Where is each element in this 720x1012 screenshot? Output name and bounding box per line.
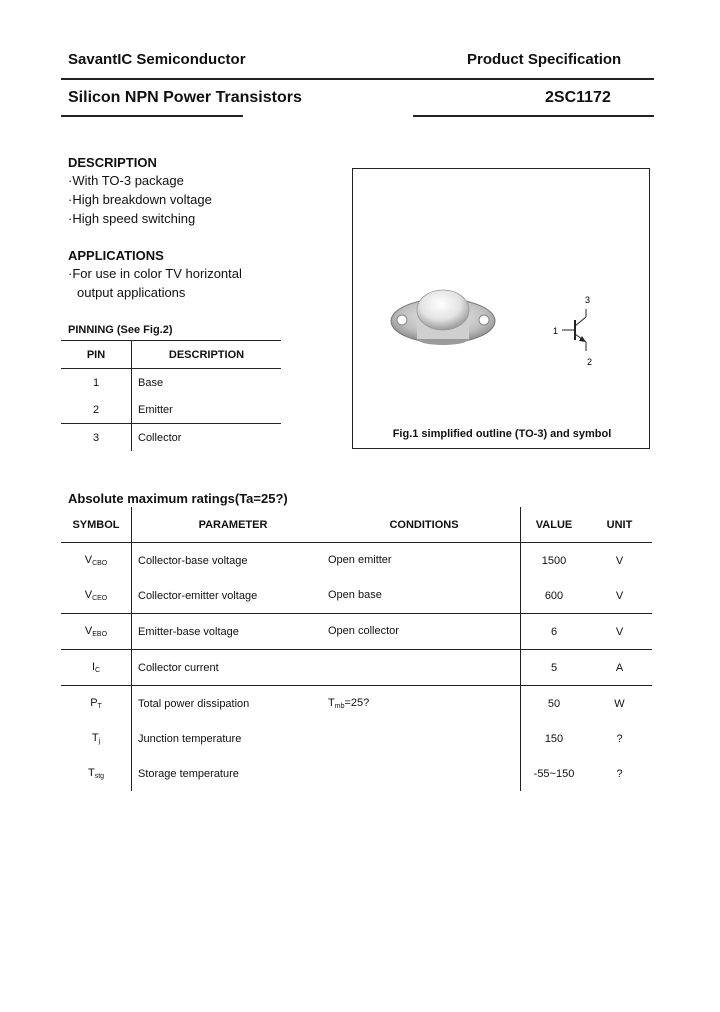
parameter-cell: Storage temperature [138,767,239,780]
conditions-cell [328,721,521,756]
conditions-cell [328,756,521,791]
application-item: ·For use in color TV horizontal [68,266,242,281]
parameter-cell: Emitter-base voltage [132,614,329,650]
value-header: VALUE [521,507,588,543]
company-name: SavantIC Semiconductor [68,51,246,68]
description-item: ·High breakdown voltage [68,192,212,207]
table-row [61,650,652,686]
figure-box [352,168,650,449]
table-row [61,614,652,650]
value-cell: 150 [521,721,588,756]
to3-package-illustration [353,169,649,448]
description-list [68,171,212,228]
pin-number: 1 [61,369,132,397]
value-cell: 50 [521,686,588,722]
unit-cell: V [615,589,624,602]
symbol-pin-2-label: 2 [587,357,593,367]
value-cell: 600 [521,578,588,614]
conditions-cell: Open base [328,589,382,601]
symbol-cell: $V_{CBO}$ [61,543,132,579]
applications-title: APPLICATIONS [68,248,164,263]
conditions-header: CONDITIONS [328,507,521,543]
conditions-cell [328,650,521,686]
table-row [61,396,281,424]
description-title: DESCRIPTION [68,155,157,170]
symbol-cell: $V_{CEO}$ [61,578,132,614]
table-row [61,721,652,756]
ratings-table [61,507,652,791]
header-rule-top [61,78,654,80]
pin-header: PIN [61,341,132,369]
table-row [61,756,652,791]
part-number: 2SC1172 [545,89,611,106]
value-cell: 1500 [521,543,588,579]
table-row [61,686,652,722]
value-cell: 5 [521,650,588,686]
applications-list [68,264,242,302]
unit-cell: ? [616,767,623,780]
unit-cell: A [587,650,652,686]
parameter-cell: Collector current [132,650,329,686]
pinning-title: PINNING (See Fig.2) [68,324,173,336]
pinning-table [61,340,281,451]
symbol-header: SYMBOL [61,507,132,543]
parameter-cell: Total power dissipation [132,686,329,722]
unit-header: UNIT [587,507,652,543]
symbol-cell: $I_C$ [61,650,132,686]
symbol-cell: $V_{EBO}$ [61,614,132,650]
pin-description: Emitter [138,403,173,416]
parameter-cell: Collector-emitter voltage [138,589,258,602]
parameter-header: PARAMETER [132,507,329,543]
description-item: ·With TO-3 package [68,173,184,188]
value-cell: 6 [521,614,588,650]
unit-cell: V [615,554,624,567]
conditions-cell: $T_{mb}=25$? [328,686,521,722]
pin-number: 3 [61,424,132,452]
conditions-cell: Open emitter [328,554,392,566]
application-item: output applications [77,285,186,300]
header-rule-right [413,115,654,117]
document-type: Product Specification [467,51,622,68]
pinning-header-row [61,341,281,369]
parameter-cell: Junction temperature [138,732,242,745]
product-line: Silicon NPN Power Transistors [68,89,302,106]
unit-cell: W [587,686,652,722]
unit-cell: ? [616,732,623,745]
figure-caption: Fig.1 simplified outline (TO-3) and symbol [392,428,612,440]
symbol-pin-3-label: 3 [585,295,591,305]
ratings-title: Absolute maximum ratings(Ta=25?) [68,491,288,506]
description-item: ·High speed switching [68,211,196,226]
unit-cell: V [587,614,652,650]
table-row [61,369,281,397]
table-row [61,578,652,614]
parameter-cell: Collector-base voltage [138,554,248,567]
conditions-cell: Open collector [328,614,521,650]
ratings-header-row [61,507,652,543]
table-row [61,424,281,452]
symbol-pin-1-label: 1 [553,326,559,336]
pin-description-header: DESCRIPTION [132,341,282,369]
symbol-cell: $P_T$ [61,686,132,722]
pin-number: 2 [61,396,132,424]
table-row [61,543,652,579]
symbol-cell: $T_{stg}$ [61,756,132,791]
header-rule-left [61,115,243,117]
pin-description: Base [138,376,164,389]
value-cell: -55~150 [521,756,588,791]
symbol-cell: $T_j$ [61,721,132,756]
pin-description: Collector [132,424,282,452]
